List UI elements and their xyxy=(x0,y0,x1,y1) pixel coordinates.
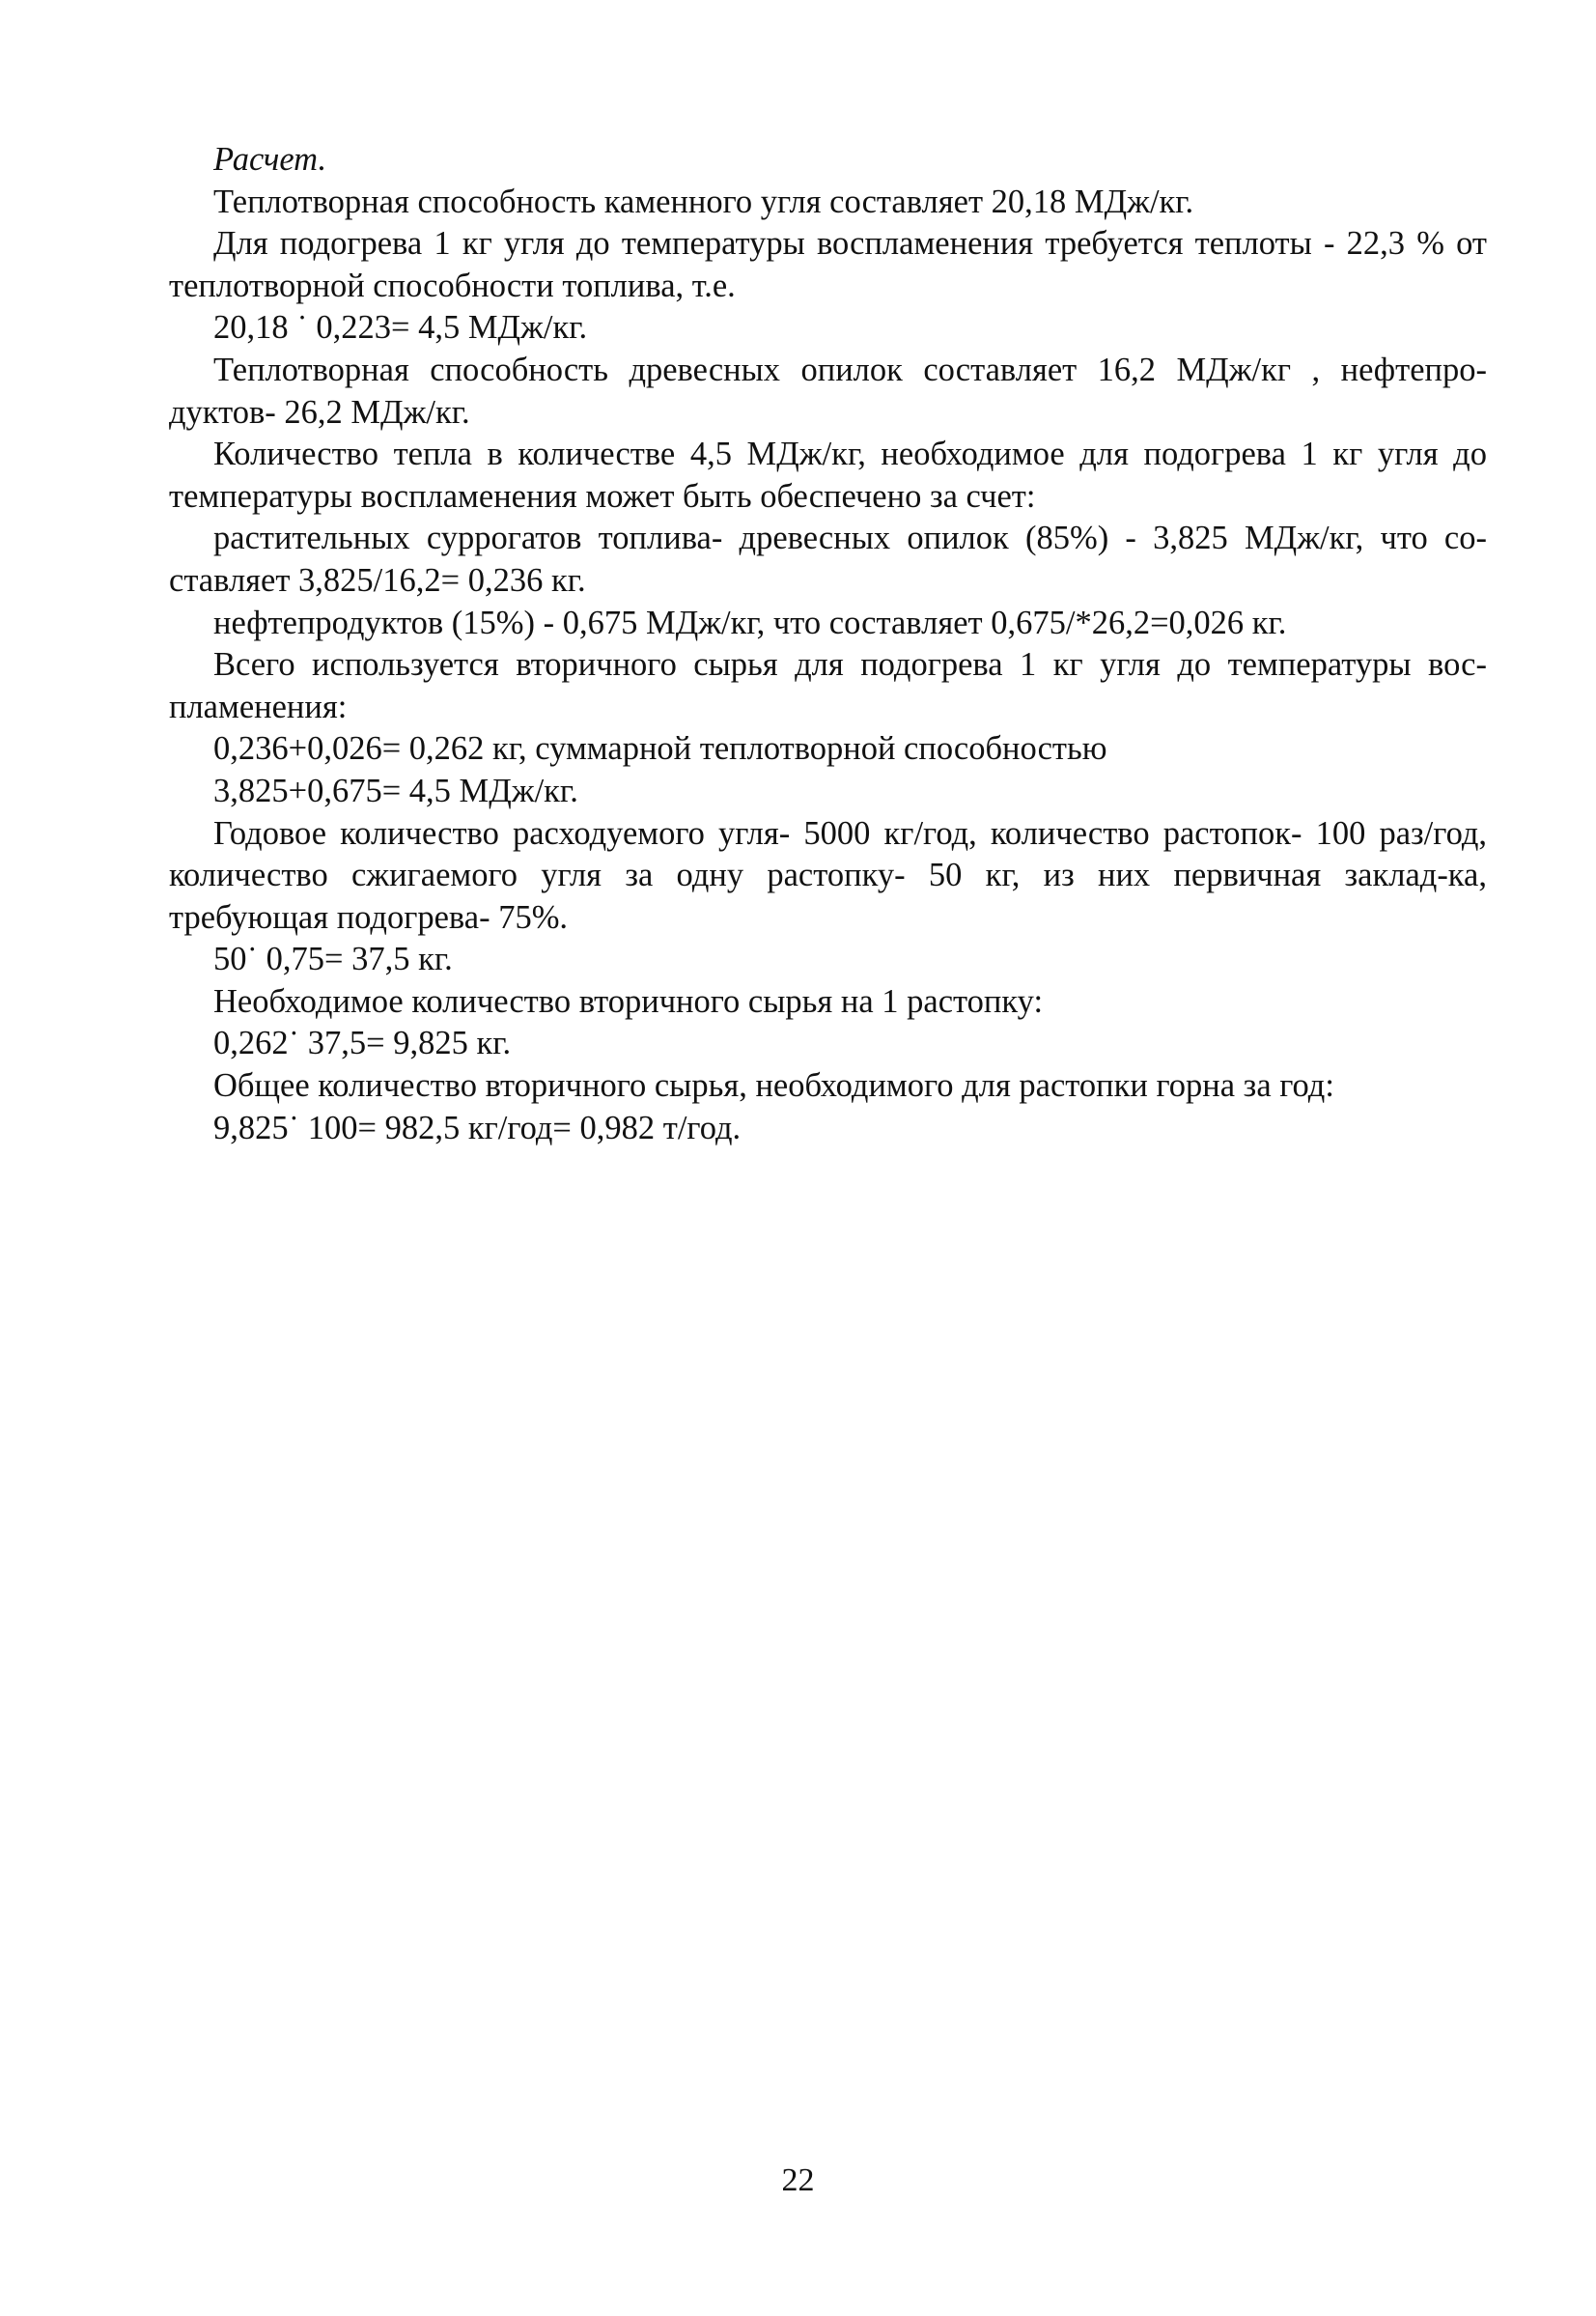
paragraph-annual-secondary: Общее количество вторичного сырья, необходимого для растопки горна за год: xyxy=(213,1067,1334,1105)
paragraph-annual-consumption: Годовое количество расходуемого угля- 5000 кг/год, количество растопок- 100 раз/год, количество сжигаемого угля за одну растопку- 50 кг, из них первичная заклад-ка, требующая подогрева- 75%. xyxy=(169,814,1487,936)
paragraph-sawdust-share: растительных суррогатов топлива- древесных опилок (85%) - 3,825 МДж/кг, что со-ставляет 3,825/16,2= 0,236 кг. xyxy=(169,520,1487,599)
section-heading: Расчет. xyxy=(213,141,327,178)
paragraph-sawdust-oil-heat-value: Теплотворная способность древесных опилок составляет 16,2 МДж/кг , нефтепро-дуктов- 26,2 МДж/кг. xyxy=(169,351,1487,431)
paragraph-per-kindling: Необходимое количество вторичного сырья на 1 растопку: xyxy=(213,982,1044,1020)
formula-annual-secondary: 9,825˙ 100= 982,5 кг/год= 0,982 т/год. xyxy=(213,1109,742,1146)
paragraph-heat-sources: Количество тепла в количестве 4,5 МДж/кг, необходимое для подогрева 1 кг угля до температуры воспламенения может быть обеспечено за счет: xyxy=(169,436,1487,515)
paragraph-total-secondary: Всего используется вторичного сырья для подогрева 1 кг угля до температуры вос-пламенения: xyxy=(169,646,1487,725)
calculation-section xyxy=(169,139,1487,1149)
paragraph-coal-heat-value: Теплотворная способность каменного угля составляет 20,18 МДж/кг. xyxy=(213,183,1194,220)
paragraph-heating-requirement: Для подогрева 1 кг угля до температуры воспламенения требуется теплоты - 22,3 % от теплотворной способности топлива, т.е. xyxy=(169,225,1487,304)
formula-total-heat: 3,825+0,675= 4,5 МДж/кг. xyxy=(213,772,578,809)
formula-primary-load: 50˙ 0,75= 37,5 кг. xyxy=(213,941,453,978)
page-number: 22 xyxy=(781,2162,815,2198)
paragraph-oil-share: нефтепродуктов (15%) - 0,675 МДж/кг, что составляет 0,675/*26,2=0,026 кг. xyxy=(213,604,1287,641)
formula-total-mass: 0,236+0,026= 0,262 кг, суммарной теплотворной способностью xyxy=(213,730,1107,768)
formula-heat-needed: 20,18 ˙ 0,223= 4,5 МДж/кг. xyxy=(213,309,588,347)
formula-per-kindling: 0,262˙ 37,5= 9,825 кг. xyxy=(213,1025,512,1062)
